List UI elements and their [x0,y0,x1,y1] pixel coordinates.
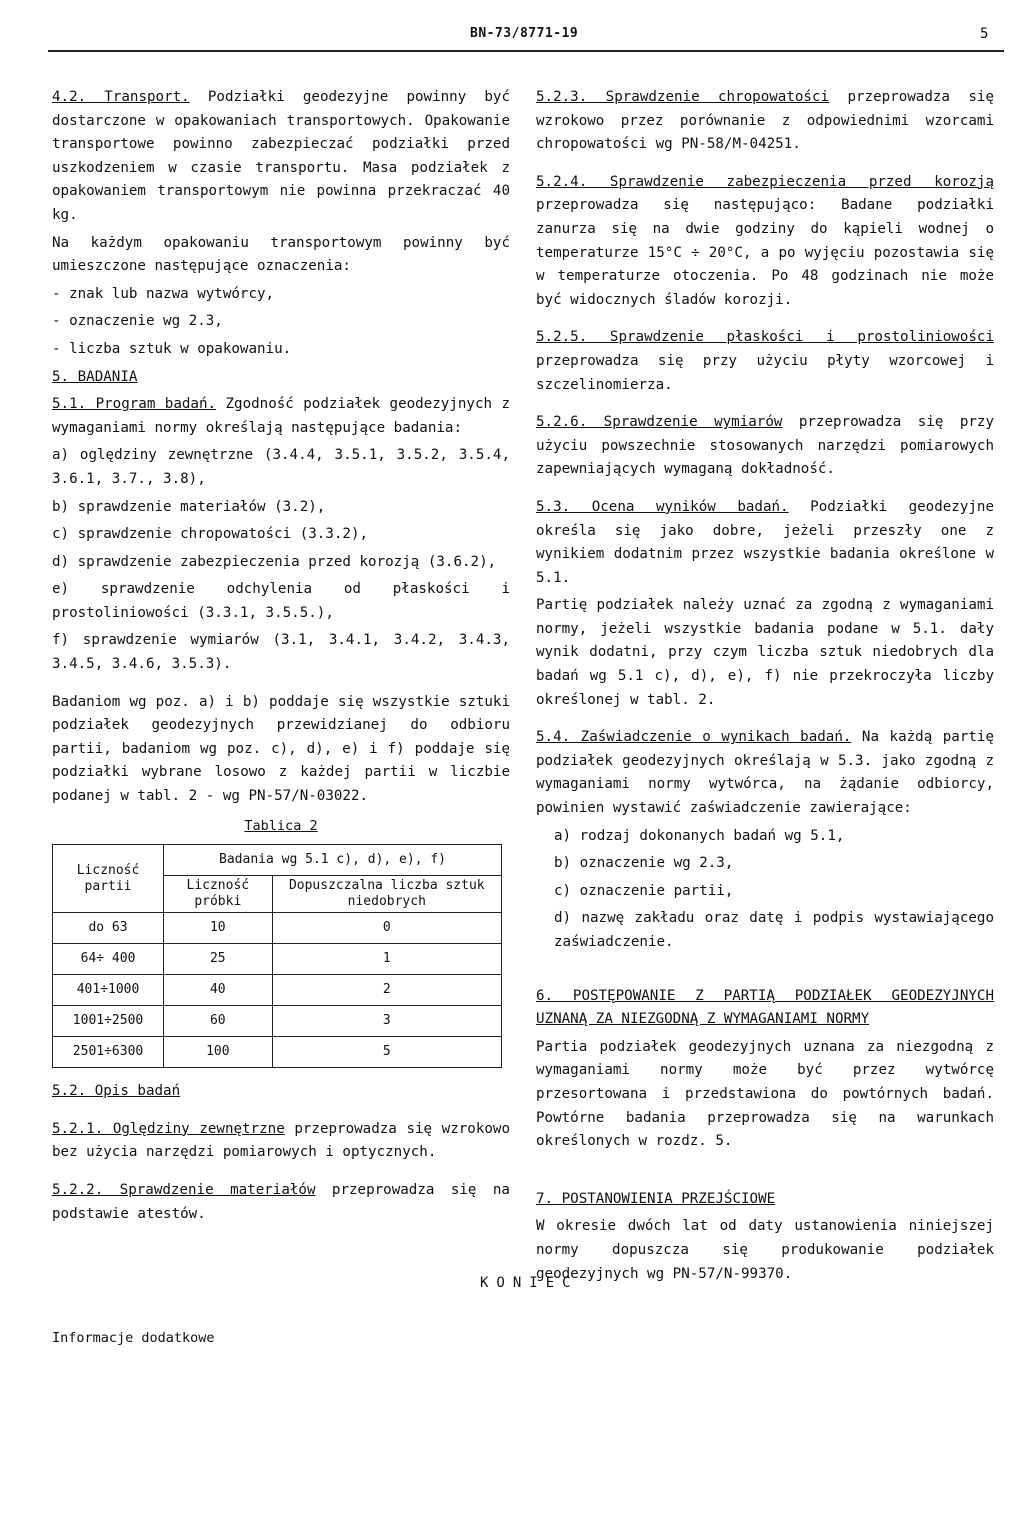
table-cell: 25 [164,944,273,975]
paragraph-nonconforming: Partia podziałek geodezyjnych uznana za niezgodną z wymaganiami normy może być przez wytwórcę przesortowana i przedstawiona do powtórnych badań. Powtórne badania przeprowadza się na warunkach określonych w rozdz. 5. [536,1038,994,1150]
paragraph-dimensions [536,411,994,482]
paragraph-text: przeprowadza się wzrokowo bez użycia narzędzi pomiarowych i optycznych. [52,1120,511,1161]
paragraph-corrosion [536,171,994,313]
table-header: Liczność próbki [164,876,273,913]
list-item: d) sprawdzenie zabezpieczenia przed korozją (3.6.2), [52,553,497,570]
header-code: BN-73/8771-19 [470,26,579,41]
table-row [53,913,502,944]
table-cell: 0 [272,913,501,944]
list-item: - liczba sztuk w opakowaniu. [52,340,292,357]
section-heading: 7. POSTANOWIENIA PRZEJŚCIOWE [536,1190,776,1207]
paragraph-certificate [536,726,994,820]
paragraph-text: Na każdą partię podziałek geodezyjnych określają w 5.3. jako zgodną z wymaganiami normy wytwórca, na żądanie odbiorcy, powinien wystawić zaświadczenie zawierające: [536,729,994,817]
paragraph-sampling: Badaniom wg poz. a) i b) poddaje się wszystkie sztuki podziałek geodezyjnych przewidzianej do odbioru partii, badaniom wg poz. c), d), e) i f) poddaje się podziałki wybrane losowo z każdej partii w liczbie podanej w tabl. 2 - wg PN-57/N-03022. [52,693,510,805]
paragraph-text: Podziałki geodezyjne powinny być dostarczone w opakowaniach transportowych. Opakowanie transportowe powinno zabezpieczać podziałki przed uszkodzeniem w czasie transportu. Masa podziałek z opakowaniem transportowym nie powinna przekraczać 40 kg. [52,89,511,223]
paragraph-text: przeprowadza się wzrokowo przez porównanie z odpowiednimi wzorcami chropowatości wg PN-58/M-04251. [536,89,994,153]
list-item: d) nazwę zakładu oraz datę i podpis wystawiającego zaświadczenie. [554,910,994,950]
certificate-list [536,825,994,955]
additional-info: Informacje dodatkowe [52,1330,215,1346]
paragraph-text: przeprowadza się przy użyciu powszechnie stosowanych narzędzi pomiarowych zapewniających wymaganą dokładność. [536,414,994,478]
paragraph-evaluation [536,496,994,590]
paragraph-roughness [536,86,994,157]
list-item: - oznaczenie wg 2.3, [52,313,223,330]
section-number: 5.2.3. Sprawdzenie chropowatości [536,89,830,105]
section-heading: 5. BADANIA [52,368,138,385]
table-row [53,944,502,975]
sampling-table [52,844,502,1068]
right-column [536,86,994,1290]
paragraph-transport [52,86,510,228]
section-number: 4.2. Transport. [52,89,190,105]
section-number: 5.2.4. Sprawdzenie zabezpieczenia przed korozją [536,173,994,190]
table-header: Dopuszczalna liczba sztuk niedobrych [272,876,501,913]
table-row [53,1006,502,1037]
table-cell: 10 [164,913,273,944]
paragraph-batch: Partię podziałek należy uznać za zgodną z wymaganiami normy, jeżeli wszystkie badania podane w 5.1. dały wynik dodatni, przy czym liczba sztuk niedobrych dla badań wg 5.1 c), d), e), f) nie przekroczyła liczby określonej w tabl. 2. [536,597,994,708]
section-number: 5.3. Ocena wyników badań. [536,498,789,515]
test-list [52,444,510,676]
paragraph-transitional: W okresie dwóch lat od daty ustanowienia niniejszej normy dopuszcza się produkowanie podziałek geodezyjnych wg PN-57/N-99370. [536,1218,994,1282]
paragraph-text: przeprowadza się przy użyciu płyty wzorcowej i szczelinomierza. [536,352,994,393]
section-heading: 5.2. Opis badań [52,1083,181,1100]
section-number: 5.4. Zaświadczenie o wynikach badań. [536,729,852,746]
paragraph-text: przeprowadza się następująco: Badane podziałki zanurza się na dwie godziny do kąpieli wodnej o temperaturze 15°C ÷ 20°C, a po wyjęciu pozostawia się w temperaturze otoczenia. Po 48 godzinach nie może być widocznych śladów korozji. [536,197,994,308]
table-cell: 100 [164,1037,273,1068]
list-item: a) rodzaj dokonanych badań wg 5.1, [554,827,845,844]
table-cell: 3 [272,1006,501,1037]
page-number: 5 [980,26,989,42]
list-item: a) oględziny zewnętrzne (3.4.4, 3.5.1, 3.5.2, 3.5.4, 3.6.1, 3.7., 3.8), [52,447,510,487]
table-row [53,975,502,1006]
section-number: 5.1. Program badań. [52,396,217,413]
left-column [52,86,510,1230]
table-header: Liczność partii [53,845,164,913]
list-item: c) sprawdzenie chropowatości (3.3.2), [52,526,369,543]
section-number: 5.2.6. Sprawdzenie wymiarów [536,414,783,431]
end-marker: KONIEC [480,1275,579,1291]
markings-list [52,283,510,362]
table-cell: 40 [164,975,273,1006]
list-item: - znak lub nazwa wytwórcy, [52,285,275,302]
section-heading: 6. POSTĘPOWANIE Z PARTIĄ PODZIAŁEK GEODEZYJNYCH UZNANĄ ZA NIEZGODNĄ Z WYMAGANIAMI NORMY [536,987,994,1028]
paragraph-text: Zgodność podziałek geodezyjnych z wymaganiami normy określają następujące badania: [52,396,510,436]
table-cell: 1 [272,944,501,975]
list-item: e) sprawdzenie odchylenia od płaskości i prostoliniowości (3.3.1, 3.5.5.), [52,581,510,621]
table-cell: 401÷1000 [53,975,164,1006]
list-item: b) sprawdzenie materiałów (3.2), [52,498,326,515]
table-cell: 2501÷6300 [53,1037,164,1068]
table-cell: do 63 [53,913,164,944]
paragraph-markings: Na każdym opakowaniu transportowym powinny być umieszczone następujące oznaczenia: [52,234,510,275]
table-cell: 60 [164,1006,273,1037]
section-number: 5.2.5. Sprawdzenie płaskości i prostoliniowości [536,329,994,346]
table-cell: 5 [272,1037,501,1068]
table-caption: Tablica 2 [244,817,318,834]
table-header: Badania wg 5.1 c), d), e), f) [164,845,502,876]
list-item: c) oznaczenie partii, [554,882,734,899]
table-row [53,1037,502,1068]
paragraph-materials [52,1179,510,1226]
section-number: 5.2.1. Oględziny zewnętrzne [52,1120,285,1137]
section-number: 5.2.2. Sprawdzenie materiałów [52,1182,316,1198]
table-cell: 64÷ 400 [53,944,164,975]
list-item: f) sprawdzenie wymiarów (3.1, 3.4.1, 3.4.2, 3.4.3, 3.4.5, 3.4.6, 3.5.3). [52,632,510,673]
list-item: b) oznaczenie wg 2.3, [554,855,734,872]
header-rule [48,50,1004,52]
table-cell: 2 [272,975,501,1006]
paragraph-flatness [536,326,994,397]
table-cell: 1001÷2500 [53,1006,164,1037]
paragraph-text: Podziałki geodezyjne określa się jako dobre, jeżeli przeszły one z wynikiem dodatnim przez wszystkie badania określone w 5.1. [536,498,994,586]
paragraph-program [52,393,510,440]
paragraph-visual-inspection [52,1118,510,1165]
paragraph-text: przeprowadza się na podstawie atestów. [52,1182,510,1222]
